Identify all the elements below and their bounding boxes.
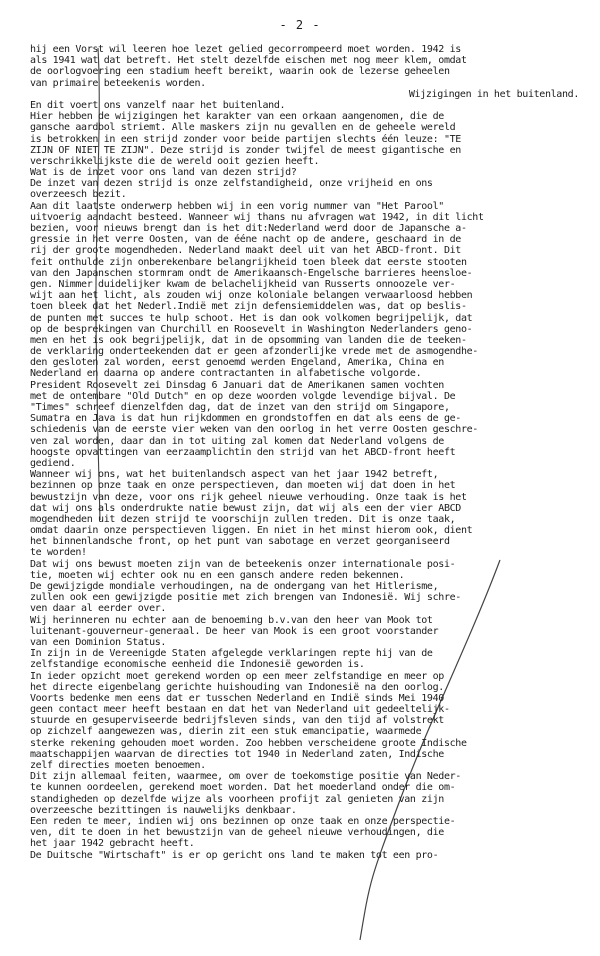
text-line: het jaar 1942 gebracht heeft. [30,838,195,850]
text-line: De inzet van dezen strijd is onze zelfstandigheid, onze vrijheid en ons [30,178,433,190]
text-line: als 1941 wat dat betreft. Het stelt dezelfde eischen met nog meer klem, omdat [30,55,467,67]
text-line: gansche aardbol striemt. Alle maskers zijn nu gevallen en de geheele wereld [30,122,456,134]
text-line: gediend. [30,457,76,469]
text-line: van den Japanschen stormram ondt de Amerikaansch-Engelsche barrieres heensloe- [30,267,473,279]
text-line: Dat wij ons bewust moeten zijn van de beteekenis onzer internationale posi- [30,558,456,570]
text-line: van een Dominion Status. [30,636,167,648]
text-line: toen bleek dat het Nederl.Indië met zijn defensiemiddelen was, dat op beslis- [30,301,467,313]
text-line: het directe eigenbelang gerichte huishouding van Indonesië na den oorlog. [30,681,444,693]
text-line: En dit voert ons vanzelf naar het buitenland. [30,99,286,111]
text-line: ven daar al eerder over. [30,603,167,615]
text-line: Aan dit laatste onderwerp hebben wij in een vorig nummer van "Het Parool" [30,200,444,212]
text-line: overzeesche bezittingen is nauwelijks denkbaar. [30,804,297,816]
text-line: hoogste opvattingen van eerzaamplichtin den strijd van het ABCD-front heeft [30,446,456,458]
text-line: standigheden op dezelfde wijze als voorheen profijt zal genieten van zijn [30,793,444,805]
text-line: overzeesch bezit. [30,189,127,201]
text-line: tie, moeten wij echter ook nu en een gansch andere reden bekennen. [30,569,405,581]
body-text [30,44,585,861]
text-line: men en het is ook begrijpelijk, dat in de opsomming van landen die de teeken- [30,334,467,346]
text-line: Dit zijn allemaal feiten, waarmee, om over de toekomstige positie van Neder- [30,771,461,783]
text-line: Wijzigingen in het buitenland. [408,88,579,100]
text-line: Wanneer wij ons, wat het buitenlandsch aspect van het jaar 1942 betreft, [30,469,439,481]
text-line: op de besprekingen van Churchill en Roosevelt in Washington Nederlanders geno- [30,323,473,335]
text-line: gen. Nimmer duidelijker kwam de belachelijkheid van Russerts onnoozele ver- [30,278,456,290]
text-line: Wat is de inzet voor ons land van dezen strijd? [30,167,297,179]
text-line: Nederland en daarna op andere contractanten in alfabetische volgorde. [30,368,422,380]
text-line: stuurde en gesuperviseerde bedrijfsleven sinds, van den tijd af volstrekt [30,715,444,727]
text-line: zelf directies moeten benoemen. [30,760,206,771]
text-line: In zijn in de Vereenigde Staten afgelegde verklaringen repte hij van de [30,648,433,660]
text-line: is betrokken in een strijd zonder voor beide partijen slechts één leuze: "TE [30,133,461,145]
text-line: rij der groote mogendheden. Nederland maakt deel uit van het ABCD-front. Dit [30,245,461,257]
page-number: - 2 - [279,18,321,32]
text-line: Wij herinneren nu echter aan de benoeming b.v.van den heer van Mook tot [30,614,433,626]
text-line: de verklaring onderteekenden dat er geen afzonderlijke vrede met de asmogendhe- [30,346,478,358]
text-line: Een reden te meer, indien wij ons bezinnen op onze taak en onze perspectie- [30,815,456,827]
text-line: hij een Vorst wil leeren hoe lezet gelied gecorrompeerd moet worden. 1942 is [30,44,461,55]
text-line: met de ontembare "Old Dutch" en op deze woorden volgde levendige bijval. De [30,390,456,402]
text-line: geen contact meer heeft bestaan en dat het van Nederland uit gedeeltelijk- [30,704,450,716]
text-line: De Duitsche "Wirtschaft" is er op gericht ons land te maken tot een pro- [30,849,439,861]
text-line: ven zal worden, daar dan in tot uiting zal komen dat Nederland volgens de [30,435,444,447]
text-line: bezinnen op onze taak en onze perspectieven, dan moeten wij dat doen in het [30,480,456,492]
text-line: de punten met succes te hulp schoot. Het is dan ook volkomen begrijpelijk, dat [30,312,473,324]
text-line: mogendheden uit dezen strijd te voorschijn zullen treden. Dit is onze taak, [30,513,456,525]
text-line: omdat daarin onze perspectieven liggen. En niet in het minst hierom ook, dient [30,525,473,537]
text-line: zelfstandige economische eenheid die Indonesië geworden is. [30,659,365,671]
text-line: den gesloten zal worden, eerst genoemd werden Engeland, Amerika, China en [30,357,444,369]
text-line: van primaire beteekenis worden. [30,77,206,89]
text-line: dat wij ons als onderdrukte natie bewust zijn, dat wij als een der vier ABCD [30,502,461,514]
text-line: zullen ook een gewijzigde positie met zich brengen van Indonesië. Wij schre- [30,592,461,604]
text-line: de oorlogvoering een stadium heeft bereikt, waarin ook de lezerse geheelen [30,66,450,78]
text-line: Hier hebben de wijzigingen het karakter van een orkaan aangenomen, die de [30,111,444,123]
text-line: luitenant-gouverneur-generaal. De heer van Mook is een groot voorstander [30,625,439,637]
text-line: feit onthulde zijn onberekenbare belangrijkheid toen bleek dat eerste stooten [30,256,467,268]
text-line: schiedenis van de eerste vier weken van den oorlog in het verre Oosten geschre- [30,424,478,436]
text-line: sterke rekening gehouden moet worden. Zoo hebben verscheidene groote Indische [30,737,467,749]
text-line: bezien, voor nieuws brengt dan is het dit:Nederland werd door de Japansche a- [30,223,467,234]
text-line: Sumatra en Java is dat hun rijkdommen en grondstoffen en dat als eens de ge- [30,413,461,425]
text-line: ven, dit te doen in het bewustzijn van de geheel nieuwe verhoudingen, die [30,827,444,839]
text-line: verschrikkelijkste die de wereld ooit gezien heeft. [30,155,320,167]
text-line: Voorts bedenke men eens dat er tusschen Nederland en Indië sinds Mei 1940 [30,692,444,704]
text-line: te worden! [30,547,87,559]
text-line: maatschappijen waarvan de directies tot 1940 in Nederland zaten, Indische [30,748,444,760]
text-line: op zichzelf aangewezen was, dierin zit een stuk emancipatie, waarmede [30,726,422,738]
text-line: het binnenlandsche front, op het punt van sabotage en verzet georganiseerd [30,536,450,548]
text-line: uitvoerig aandacht besteed. Wanneer wij thans nu afvragen wat 1942, in dit licht [30,211,484,223]
text-line: te kunnen oordeelen, gerekend moet worden. Dat het moederland onder die om- [30,782,456,794]
text-line: gressie in het verre Oosten, van de ééne nacht op de andere, geschaard in de [30,234,461,246]
text-line: "Times" schreef dienzelfden dag, dat de inzet van den strijd om Singapore, [30,402,450,413]
text-line: ZIJN OF NIET TE ZIJN". Deze strijd is zonder twijfel de meest gigantische en [30,144,461,156]
text-line: President Roosevelt zei Dinsdag 6 Januari dat de Amerikanen samen vochten [30,379,444,391]
text-line: De gewijzigde mondiale verhoudingen, na de ondergang van het Hitlerisme, [30,581,439,592]
text-line: bewustzijn van deze, voor ons rijk geheel nieuwe verhouding. Onze taak is het [30,491,467,503]
text-line: wijt aan het licht, als zouden wij onze koloniale belangen verwaarloosd hebben [30,290,473,302]
text-line: In ieder opzicht moet gerekend worden op een meer zelfstandige en meer op [30,670,444,682]
